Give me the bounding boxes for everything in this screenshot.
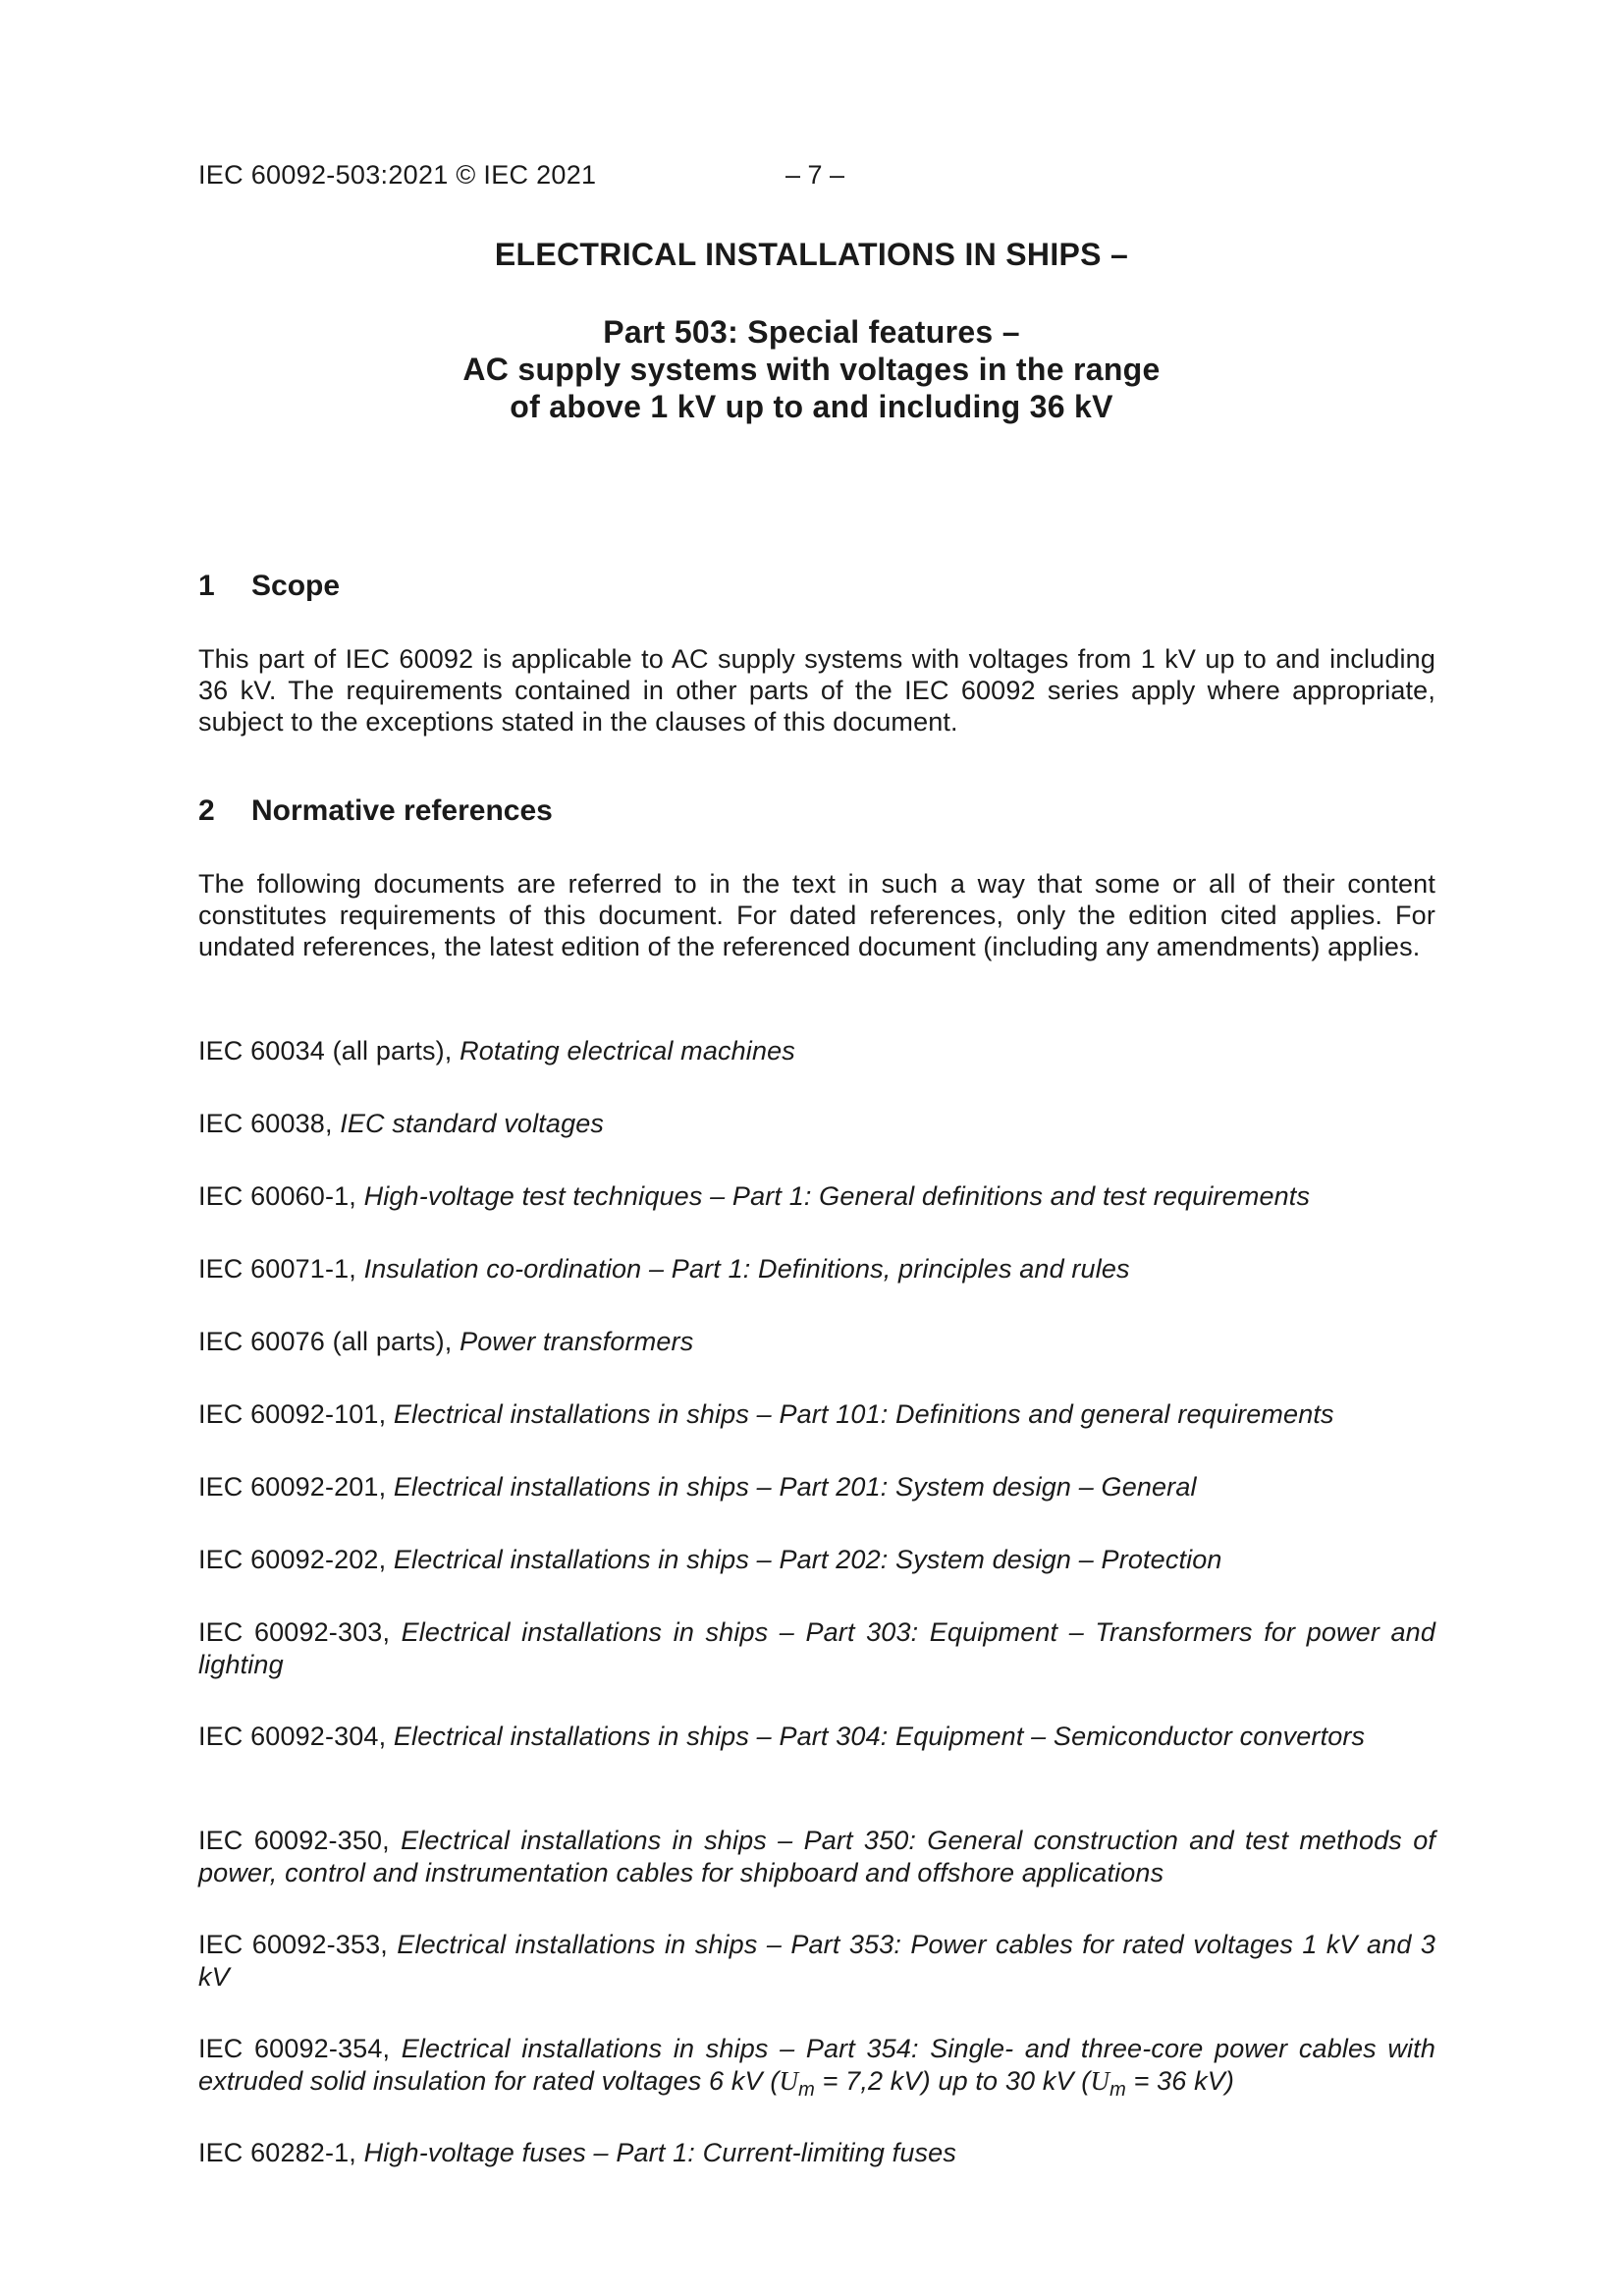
section-title: Normative references: [251, 794, 553, 827]
reference-entry: [198, 1721, 1435, 1753]
reference-title: Power transformers: [460, 1327, 694, 1356]
section-2-heading: [198, 794, 553, 828]
normative-references-paragraph: The following documents are referred to in the text in such a way that some or all of their content constitutes requirements of this document. For dated references, only the edition cited applies. For undated references, the latest edition of the referenced document (including any amendments) applies.: [198, 869, 1435, 961]
voltage-symbol: U: [1090, 2065, 1110, 2096]
reference-entry: [198, 1108, 1435, 1140]
reference-title: Electrical installations in ships – Part 201: System design – General: [393, 1472, 1197, 1502]
reference-id: IEC 60092-350,: [198, 1826, 390, 1855]
document-title: ELECTRICAL INSTALLATIONS IN SHIPS –: [494, 237, 1129, 272]
section-number: 2: [198, 794, 215, 827]
reference-title-part: Electrical installations in ships – Part 354: Single- and three-core power cables with extruded solid insulation for rated voltages 6 kV (: [198, 2034, 1435, 2096]
reference-title: High-voltage test techniques – Part 1: General definitions and test requirements: [363, 1181, 1311, 1211]
reference-entry: [198, 1326, 1435, 1358]
part-title: [0, 313, 1623, 425]
reference-id: IEC 60071-1,: [198, 1254, 356, 1284]
reference-title: Electrical installations in ships – Part 101: Definitions and general requirements: [393, 1399, 1334, 1429]
reference-entry: [198, 1929, 1435, 1993]
reference-title: Electrical installations in ships – Part 350: General construction and test methods of power, control and instrumentation cables for shipboard and offshore applications: [198, 1826, 1436, 1887]
section-1-heading: [198, 570, 340, 603]
reference-entry: [198, 2137, 1435, 2169]
reference-id: IEC 60092-202,: [198, 1545, 387, 1574]
reference-title: Electrical installations in ships – Part 303: Equipment – Transformers for power and lighting: [198, 1617, 1435, 1679]
page-header: IEC 60092-503:2021 © IEC 2021: [198, 160, 597, 190]
scope-paragraph: This part of IEC 60092 is applicable to AC supply systems with voltages from 1 kV up to and including 36 kV. The requirements contained in other parts of the IEC 60092 series apply where appropriate, subject to the exceptions stated in the clauses of this document.: [198, 644, 1435, 737]
reference-id: IEC 60092-201,: [198, 1472, 387, 1502]
section-number: 1: [198, 570, 215, 602]
reference-id: IEC 60092-101,: [198, 1399, 387, 1429]
part-title-line-3: of above 1 kV up to and including 36 kV: [510, 389, 1113, 424]
reference-id: IEC 60092-304,: [198, 1722, 387, 1751]
voltage-subscript: m: [798, 2078, 815, 2101]
reference-entry: [198, 2033, 1435, 2101]
reference-id: IEC 60060-1,: [198, 1181, 356, 1211]
reference-title: IEC standard voltages: [340, 1109, 605, 1138]
reference-entry: [198, 1544, 1435, 1576]
reference-entry: [198, 1616, 1435, 1680]
reference-title: Electrical installations in ships – Part 202: System design – Protection: [393, 1545, 1222, 1574]
reference-title: Electrical installations in ships – Part 304: Equipment – Semiconductor convertors: [393, 1722, 1366, 1751]
reference-entry: [198, 1035, 1435, 1067]
reference-id: IEC 60038,: [198, 1109, 333, 1138]
reference-entry: [198, 1471, 1435, 1503]
reference-id: IEC 60076 (all parts),: [198, 1327, 453, 1356]
voltage-subscript: m: [1109, 2078, 1126, 2101]
section-title: Scope: [251, 570, 341, 602]
reference-id: IEC 60092-303,: [198, 1617, 391, 1647]
reference-entry: [198, 1180, 1435, 1213]
reference-title-part: = 7,2 kV) up to 30 kV (: [814, 2065, 1091, 2096]
reference-entry: [198, 1825, 1435, 1888]
reference-id: IEC 60282-1,: [198, 2138, 356, 2167]
reference-entry: [198, 1253, 1435, 1285]
reference-id: IEC 60092-353,: [198, 1930, 388, 1959]
reference-title: Insulation co-ordination – Part 1: Definitions, principles and rules: [363, 1254, 1130, 1284]
reference-title-part: = 36 kV): [1125, 2065, 1235, 2096]
part-title-line-2: AC supply systems with voltages in the range: [462, 352, 1161, 387]
page-number: – 7 –: [785, 160, 845, 190]
reference-title: Electrical installations in ships – Part 353: Power cables for rated voltages 1 kV and 3 kV: [198, 1930, 1435, 1992]
part-title-line-1: Part 503: Special features –: [603, 314, 1020, 350]
reference-title: Rotating electrical machines: [460, 1036, 795, 1066]
reference-entry: [198, 1398, 1435, 1431]
reference-id: IEC 60092-354,: [198, 2034, 391, 2063]
reference-id: IEC 60034 (all parts),: [198, 1036, 453, 1066]
reference-title: High-voltage fuses – Part 1: Current-limiting fuses: [363, 2138, 956, 2167]
voltage-symbol: U: [779, 2065, 799, 2096]
